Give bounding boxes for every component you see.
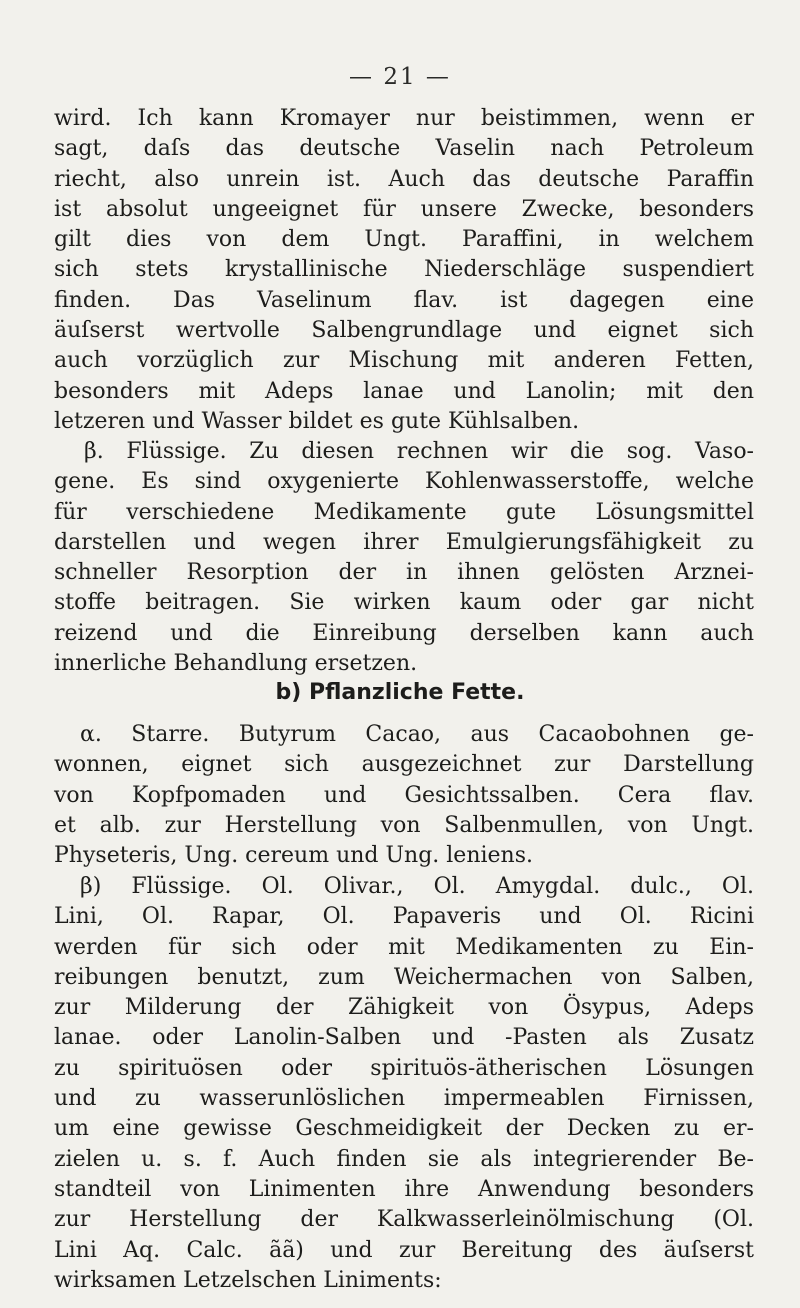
paragraph-starre	[54, 720, 754, 871]
text-line: reibungen benutzt, zum Weichermachen von Salben,	[54, 964, 754, 990]
text-line: Physeteris, Ung. cereum und Ung. leniens.	[54, 843, 534, 869]
paragraph-vasogene	[54, 437, 754, 679]
text-line: werden für sich oder mit Medikamenten zu Ein-	[54, 934, 754, 960]
text-line: reizend und die Einreibung derselben kann auch	[54, 620, 754, 646]
text-line: sich stets krystallinische Niederschläge suspendiert	[54, 257, 754, 283]
text-line: wirksamen Letzelschen Liniments:	[54, 1267, 442, 1293]
text-line: und zu wasserunlöslichen impermeablen Firnissen,	[54, 1086, 754, 1112]
text-line: zur Herstellung der Kalkwasserleinölmischung (Ol.	[54, 1207, 754, 1233]
text-line: ist absolut ungeeignet für unsere Zwecke, besonders	[54, 196, 754, 222]
text-line: innerliche Behandlung ersetzen.	[54, 651, 418, 677]
text-line: finden. Das Vaselinum flav. ist dagegen eine	[54, 287, 754, 313]
text-line: äuſserst wertvolle Salbengrundlage und eignet sich	[54, 318, 754, 344]
section-heading: b) Pflanzliche Fette.	[275, 680, 525, 705]
text-line: standteil von Linimenten ihre Anwendung besonders	[54, 1176, 754, 1202]
paragraph-fluessige	[54, 872, 754, 1296]
text-line: Lini Aq. Calc. ãã) und zur Bereitung des äuſserst	[54, 1237, 754, 1263]
text-line: für verschiedene Medikamente gute Lösungsmittel	[54, 499, 754, 525]
text-line: stoffe beitragen. Sie wirken kaum oder gar nicht	[54, 590, 754, 616]
text-line: schneller Resorption der in ihnen gelösten Arznei-	[54, 560, 754, 586]
text-line: zu spirituösen oder spirituös-ätherischen Lösungen	[54, 1055, 754, 1081]
text-line: gene. Es sind oxygenierte Kohlenwasserstoffe, welche	[54, 469, 754, 495]
text-line: riecht, also unrein ist. Auch das deutsche Paraffin	[54, 166, 754, 192]
text-line: α. Starre. Butyrum Cacao, aus Cacaobohnen ge-	[80, 722, 754, 747]
text-line: β. Flüssige. Zu diesen rechnen wir die sog. Vaso-	[84, 439, 754, 464]
text-line: auch vorzüglich zur Mischung mit anderen Fetten,	[54, 348, 754, 374]
text-line: β) Flüssige. Ol. Olivar., Ol. Amygdal. dulc., Ol.	[80, 874, 754, 899]
text-line: zielen u. s. f. Auch finden sie als integrierender Be-	[54, 1146, 754, 1172]
text-line: wonnen, eignet sich ausgezeichnet zur Darstellung	[54, 752, 754, 778]
text-line: zur Milderung der Zähigkeit von Ösypus, Adeps	[54, 995, 754, 1021]
text-line: darstellen und wegen ihrer Emulgierungsfähigkeit zu	[54, 529, 754, 555]
page-number: — 21 —	[349, 64, 451, 90]
text-line: um eine gewisse Geschmeidigkeit der Decken zu er-	[54, 1116, 754, 1142]
text-line: wird. Ich kann Kromayer nur beistimmen, wenn er	[54, 106, 754, 131]
text-line: besonders mit Adeps lanae und Lanolin; mit den	[54, 378, 754, 404]
text-line: von Kopfpomaden und Gesichtssalben. Cera flav.	[54, 782, 754, 808]
text-line: letzeren und Wasser bildet es gute Kühlsalben.	[54, 408, 580, 434]
text-line: et alb. zur Herstellung von Salbenmullen, von Ungt.	[54, 812, 754, 838]
text-line: lanae. oder Lanolin-Salben und -Pasten als Zusatz	[54, 1025, 754, 1051]
paragraph-vaselin	[54, 104, 754, 437]
text-line: Lini, Ol. Rapar, Ol. Papaveris und Ol. Ricini	[54, 904, 754, 930]
text-line: gilt dies von dem Ungt. Paraffini, in welchem	[54, 227, 754, 253]
text-line: sagt, daſs das deutsche Vaselin nach Petroleum	[54, 136, 754, 162]
